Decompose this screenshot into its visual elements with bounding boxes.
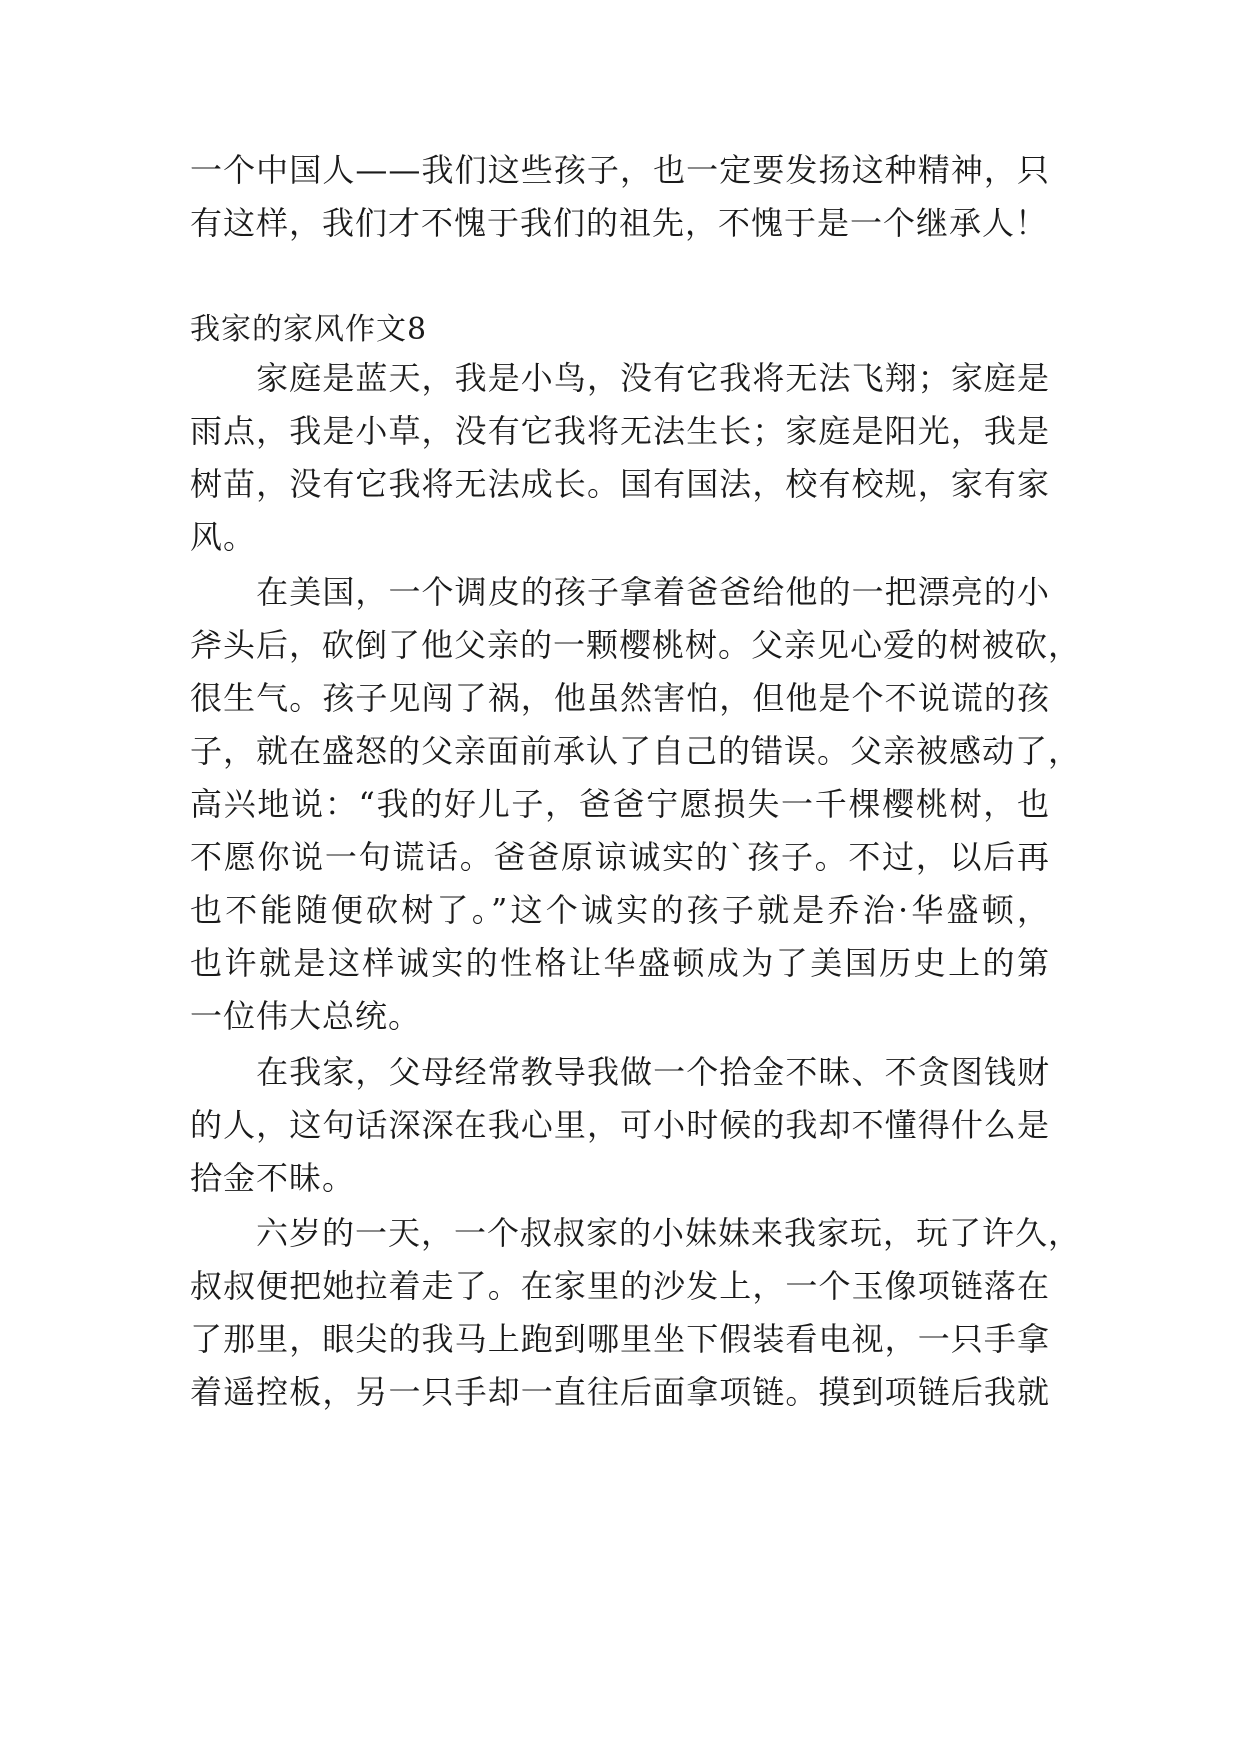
- section-title: 我家的家风作文8: [190, 312, 428, 347]
- text-line: 的人，这句话深深在我心里，可小时候的我却不懂得什么是: [190, 1106, 1050, 1144]
- text-line: 叔叔便把她拉着走了。在家里的沙发上，一个玉像项链落在: [190, 1267, 1050, 1305]
- text-line: 树苗，没有它我将无法成长。国有国法，校有校规，家有家: [190, 465, 1050, 503]
- text-line: 家庭是蓝天，我是小鸟，没有它我将无法飞翔；家庭是: [190, 359, 1050, 397]
- text-line: 了那里，眼尖的我马上跑到哪里坐下假装看电视，一只手拿: [190, 1320, 1050, 1358]
- text-line: 高兴地说：“我的好儿子，爸爸宁愿损失一千棵樱桃树，也: [190, 785, 1050, 823]
- text-line: 雨点，我是小草，没有它我将无法生长；家庭是阳光，我是: [190, 412, 1050, 450]
- text-line: 拾金不昧。: [190, 1159, 356, 1197]
- text-line: 着遥控板，另一只手却一直往后面拿项链。摸到项链后我就: [190, 1373, 1050, 1411]
- text-line: 子，就在盛怒的父亲面前承认了自己的错误。父亲被感动了，: [190, 732, 1082, 770]
- text-line: 一个中国人——我们这些孩子，也一定要发扬这种精神，只: [190, 151, 1050, 189]
- text-line: 不愿你说一句谎话。爸爸原谅诚实的`孩子。不过，以后再: [190, 838, 1050, 876]
- text-line: 也不能随便砍树了。”这个诚实的孩子就是乔治·华盛顿，: [190, 891, 1050, 929]
- text-line: 一位伟大总统。: [190, 997, 422, 1035]
- text-line: 有这样，我们才不愧于我们的祖先，不愧于是一个继承人！: [190, 204, 1049, 242]
- text-line: 很生气。孩子见闯了祸，他虽然害怕，但他是个不说谎的孩: [190, 679, 1050, 717]
- text-line: 也许就是这样诚实的性格让华盛顿成为了美国历史上的第: [190, 944, 1050, 982]
- text-line: 在美国，一个调皮的孩子拿着爸爸给他的一把漂亮的小: [190, 573, 1050, 611]
- text-line: 在我家，父母经常教导我做一个拾金不昧、不贪图钱财: [190, 1053, 1050, 1091]
- text-line: 斧头后，砍倒了他父亲的一颗樱桃树。父亲见心爱的树被砍，: [190, 626, 1082, 664]
- text-line: 风。: [190, 518, 257, 556]
- text-line: 六岁的一天，一个叔叔家的小妹妹来我家玩，玩了许久，: [190, 1214, 1082, 1252]
